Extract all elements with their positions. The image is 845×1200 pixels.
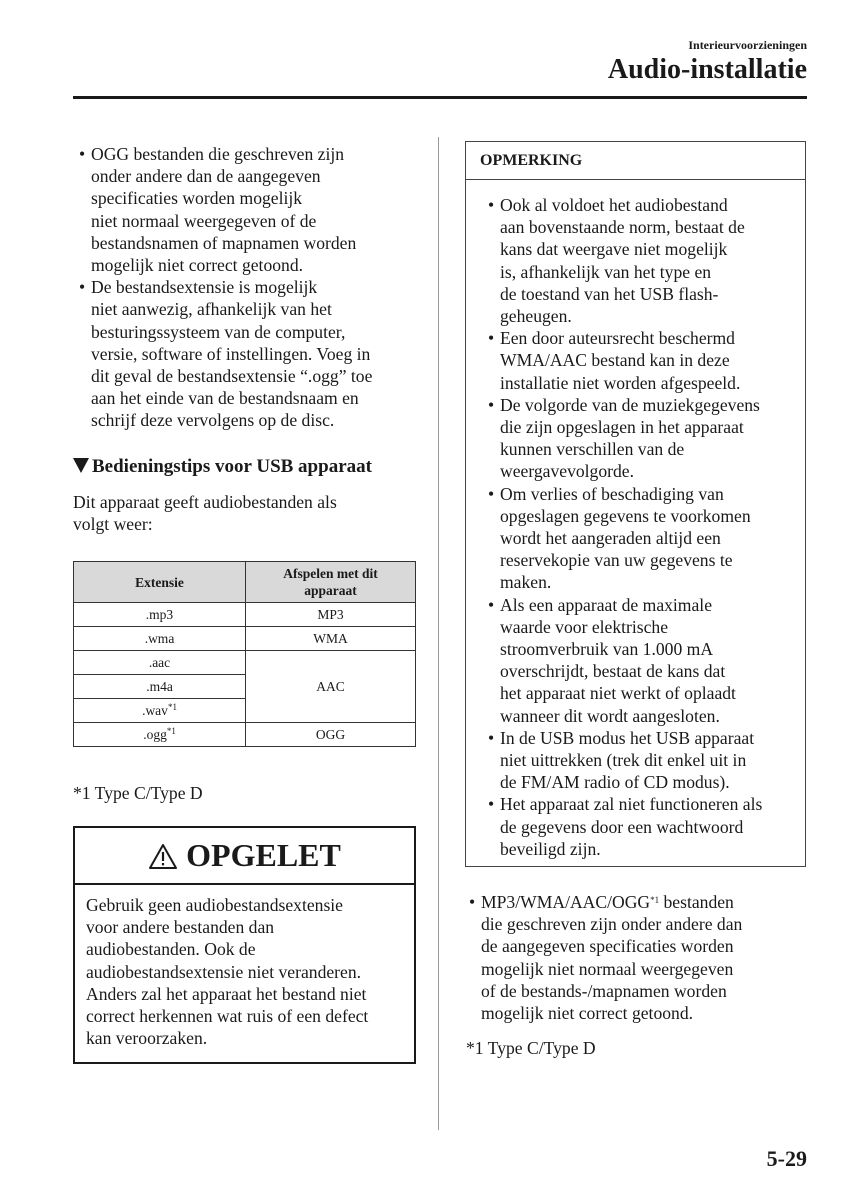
text-line: Gebruik geen audiobestandsextensie: [86, 895, 343, 915]
text-line: kans dat weergave niet mogelijk: [500, 239, 728, 260]
text-line: waarde voor elektrische: [500, 616, 669, 637]
bullet-marker: •: [488, 594, 495, 615]
text-line: niet normaal weergegeven of de: [91, 210, 317, 231]
table-row: [74, 723, 416, 747]
text-line: beveiligd zijn.: [500, 838, 601, 859]
text-line: niet aanwezig, afhankelijk van het: [91, 299, 332, 320]
play-cell: WMA: [246, 627, 416, 651]
footnote: *1 Type C/Type D: [73, 783, 203, 803]
text-line: versie, software of instellingen. Voeg in: [91, 343, 371, 364]
column-header-extensie: Extensie: [74, 562, 246, 603]
note-bullet-list: [482, 194, 797, 860]
page-title: Audio-installatie: [607, 54, 807, 85]
ext-cell: .ogg$^{*1}$: [74, 723, 246, 747]
list-item: [482, 483, 797, 594]
bullet-marker: •: [488, 394, 495, 415]
table-row: [74, 603, 416, 627]
text-line: aan het einde van de bestandsnaam en: [91, 388, 359, 409]
note-box: [465, 141, 806, 867]
text-line: onder andere dan de aangegeven: [91, 166, 321, 187]
text-line: het apparaat niet werkt of oplaadt: [500, 683, 736, 704]
text-line: aan bovenstaande norm, bestaat de: [500, 217, 745, 238]
text-line: In de USB modus het USB apparaat: [500, 727, 755, 748]
ext-cell: .m4a: [74, 675, 246, 699]
footnote-marker: *1: [166, 725, 176, 736]
right-bullet-list: [463, 891, 808, 1024]
text-line: de aangegeven specificaties worden: [481, 936, 734, 957]
text-line: Anders zal het apparaat het bestand niet: [86, 983, 367, 1004]
text-line: wanneer dit wordt aangesloten.: [500, 705, 720, 726]
warning-triangle-icon: [148, 843, 178, 870]
text-line: wordt het aangeraden altijd een: [500, 528, 721, 549]
bullet-marker: •: [488, 328, 495, 349]
header-line: apparaat: [304, 583, 357, 598]
text-line: installatie niet worden afgespeeld.: [500, 372, 741, 393]
text-line: weergavevolgorde.: [500, 461, 635, 482]
table-row: [74, 651, 416, 675]
caution-header: [75, 828, 414, 885]
text-line: de FM/AM radio of CD modus).: [500, 772, 730, 793]
left-bullet-list: [73, 143, 418, 432]
ext-cell: .wav$^{*1}$: [74, 699, 246, 723]
text-line: WMA/AAC bestand kan in deze: [500, 350, 730, 371]
bullet-marker: •: [79, 144, 86, 164]
text-line: specificaties worden mogelijk: [91, 188, 303, 209]
text-line: Ook al voldoet het audiobestand: [500, 195, 728, 215]
ext-cell: .wma: [74, 627, 246, 651]
text-line: overschrijdt, bestaat de kans dat: [500, 661, 726, 682]
text-line: mogelijk niet normaal weergegeven: [481, 958, 734, 979]
header-line: Afspelen met dit: [283, 566, 378, 581]
text-line: de toestand van het USB flash-: [500, 283, 719, 304]
play-cell: MP3: [246, 603, 416, 627]
list-item: [482, 327, 797, 394]
extension-table: [73, 561, 416, 747]
table-header-row: [74, 562, 416, 603]
text-line: De bestandsextensie is mogelijk: [91, 277, 318, 298]
text-line: de gegevens door een wachtwoord: [500, 816, 744, 837]
list-item: [482, 194, 797, 327]
text-line: die geschreven zijn onder andere dan: [481, 914, 743, 935]
list-item: [73, 143, 418, 276]
text-line: dit geval de bestandsextensie “.ogg” toe: [91, 366, 373, 387]
note-title: OPMERKING: [466, 142, 805, 180]
bullet-marker: •: [488, 195, 495, 215]
text-line: besturingssysteem van de computer,: [91, 321, 346, 342]
text-line: Om verlies of beschadiging van: [500, 483, 724, 504]
section-heading-text: Bedieningstips voor USB apparaat: [92, 456, 372, 477]
text-line: opgeslagen gegevens te voorkomen: [500, 505, 751, 526]
text-line: audiobestanden. Ook de: [86, 939, 256, 960]
text-line: MP3/WMA/AAC/OGG$^{*1}$ bestanden: [481, 892, 734, 912]
text-line: De volgorde van de muziekgegevens: [500, 394, 760, 415]
bullet-marker: •: [488, 483, 495, 504]
bullet-marker: •: [469, 892, 476, 912]
play-cell: AAC: [246, 651, 416, 723]
list-item: [482, 394, 797, 483]
text-line: of de bestands-/mapnamen worden: [481, 980, 727, 1001]
list-item: [463, 891, 808, 1024]
text-line: is, afhankelijk van het type en: [500, 261, 712, 282]
text-line: reservekopie van uw gegevens te: [500, 550, 733, 571]
footnote: *1 Type C/Type D: [466, 1038, 596, 1058]
table-row: [74, 627, 416, 651]
text-line: niet uittrekken (trek dit enkel uit in: [500, 750, 747, 771]
caution-title: OPGELET: [186, 837, 341, 873]
text-line: bestandsnamen of mapnamen worden: [91, 232, 357, 253]
play-cell: OGG: [246, 723, 416, 747]
section-heading: [73, 456, 372, 478]
text-line: mogelijk niet correct getoond.: [481, 1003, 694, 1024]
text-line: schrijf deze vervolgens op de disc.: [91, 410, 335, 431]
intro-paragraph: [73, 491, 418, 535]
ext-cell: .mp3: [74, 603, 246, 627]
text-line: kunnen verschillen van de: [500, 439, 685, 460]
triangle-down-icon: [73, 458, 89, 473]
text-line: kan veroorzaken.: [86, 1028, 208, 1049]
text-line: mogelijk niet correct getoond.: [91, 255, 304, 276]
text-line: Een door auteursrecht beschermd: [500, 328, 735, 349]
text-line: Als een apparaat de maximale: [500, 594, 713, 615]
caution-box: [73, 826, 416, 1064]
text-line: volgt weer:: [73, 514, 153, 535]
text-line: voor andere bestanden dan: [86, 917, 275, 938]
caution-text: [86, 894, 406, 1049]
column-header-afspelen: [246, 562, 416, 603]
text-line: Dit apparaat geeft audiobestanden als: [73, 492, 337, 512]
footnote-marker: *1: [650, 895, 660, 905]
page-number: 5-29: [766, 1146, 807, 1171]
column-divider: [438, 137, 439, 1130]
text-line: Het apparaat zal niet functioneren als: [500, 794, 763, 815]
bullet-marker: •: [79, 277, 86, 298]
text-line: OGG bestanden die geschreven zijn: [91, 144, 345, 164]
section-label: Interieurvoorzieningen: [688, 38, 807, 52]
header-divider: [73, 96, 807, 99]
text-line: die zijn opgeslagen in het apparaat: [500, 417, 744, 438]
bullet-marker: •: [488, 727, 495, 748]
list-item: [482, 594, 797, 727]
text-line: geheugen.: [500, 306, 572, 327]
text-line: stroomverbruik van 1.000 mA: [500, 639, 714, 660]
bullet-marker: •: [488, 794, 495, 815]
ext-cell: .aac: [74, 651, 246, 675]
text-line: audiobestandsextensie niet veranderen.: [86, 961, 362, 982]
list-item: [482, 727, 797, 794]
text-line: correct herkennen wat ruis of een defect: [86, 1006, 369, 1027]
list-item: [73, 276, 418, 431]
footnote-marker: *1: [167, 701, 177, 712]
text-line: maken.: [500, 572, 552, 593]
list-item: [482, 793, 797, 860]
